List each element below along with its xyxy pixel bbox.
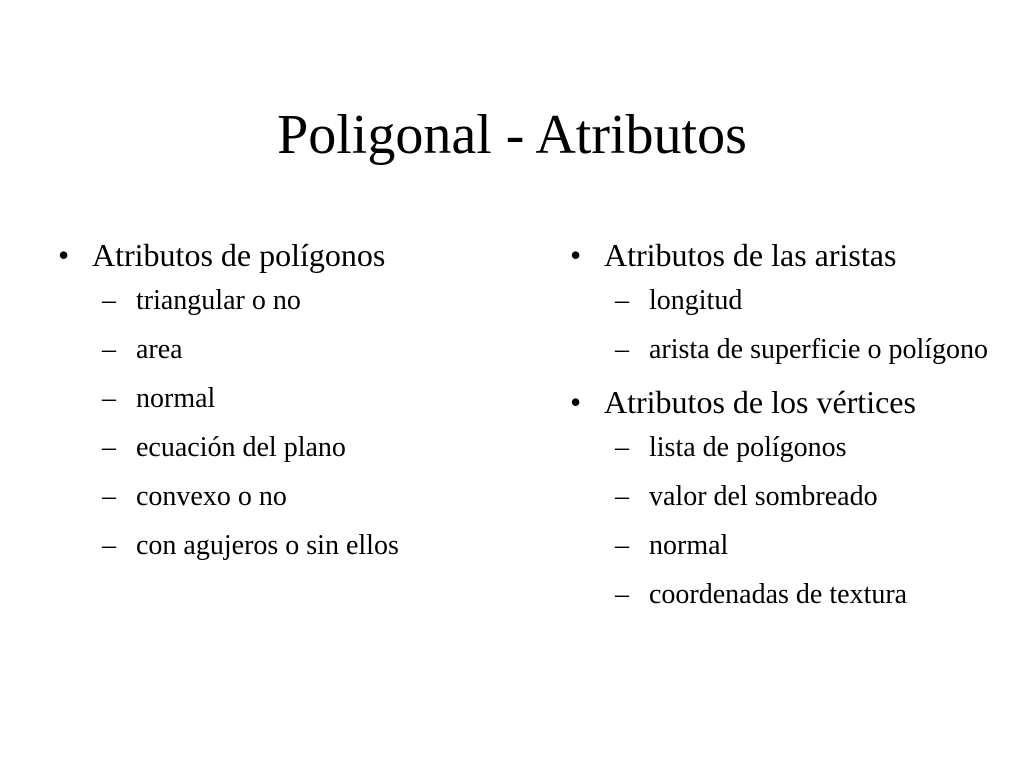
sub-list bbox=[568, 281, 988, 370]
dash-icon: – bbox=[102, 285, 116, 316]
sub-list bbox=[56, 281, 496, 566]
right-column bbox=[568, 232, 988, 624]
sub-item bbox=[568, 281, 988, 321]
sub-item-text: area bbox=[136, 334, 183, 365]
sub-item bbox=[568, 575, 988, 615]
sub-item-text: valor del sombreado bbox=[649, 481, 878, 512]
bullet-group bbox=[568, 379, 988, 615]
dash-icon: – bbox=[102, 383, 116, 414]
sub-item bbox=[568, 526, 988, 566]
dash-icon: – bbox=[102, 432, 116, 463]
sub-item bbox=[56, 379, 496, 419]
sub-item-text: arista de superficie o polígono bbox=[649, 334, 989, 365]
bullet-text: Atributos de polígonos bbox=[92, 237, 386, 273]
bullet-item bbox=[568, 232, 988, 278]
dash-icon: – bbox=[615, 579, 629, 610]
sub-item bbox=[56, 428, 496, 468]
bullet-group bbox=[56, 232, 496, 566]
sub-item bbox=[56, 330, 496, 370]
sub-item-text: con agujeros o sin ellos bbox=[136, 530, 399, 561]
dash-icon: – bbox=[615, 334, 629, 365]
sub-item-text: normal bbox=[649, 530, 729, 561]
dash-icon: – bbox=[615, 285, 629, 316]
sub-item bbox=[56, 526, 496, 566]
sub-list bbox=[568, 428, 988, 615]
sub-item-text: lista de polígonos bbox=[649, 432, 847, 463]
sub-item-text: coordenadas de textura bbox=[649, 579, 908, 610]
sub-item-text: convexo o no bbox=[136, 481, 287, 512]
dash-icon: – bbox=[102, 334, 116, 365]
sub-item-text: normal bbox=[136, 383, 216, 414]
bullet-group bbox=[568, 232, 988, 370]
dash-icon: – bbox=[615, 530, 629, 561]
bullet-icon: • bbox=[570, 384, 582, 420]
sub-item bbox=[56, 281, 496, 321]
dash-icon: – bbox=[102, 481, 116, 512]
sub-item-text: longitud bbox=[649, 285, 743, 316]
sub-item bbox=[568, 428, 988, 468]
bullet-icon: • bbox=[58, 237, 70, 273]
bullet-text: Atributos de los vértices bbox=[604, 384, 916, 420]
bullet-item bbox=[56, 232, 496, 278]
bullet-item bbox=[568, 379, 988, 425]
sub-item bbox=[56, 477, 496, 517]
sub-item bbox=[568, 330, 988, 370]
left-column bbox=[56, 232, 496, 575]
bullet-icon: • bbox=[570, 237, 582, 273]
dash-icon: – bbox=[102, 530, 116, 561]
slide-title: Poligonal - Atributos bbox=[277, 104, 747, 166]
dash-icon: – bbox=[615, 481, 629, 512]
bullet-text: Atributos de las aristas bbox=[604, 237, 897, 273]
sub-item bbox=[568, 477, 988, 517]
sub-item-text: triangular o no bbox=[136, 285, 301, 316]
sub-item-text: ecuación del plano bbox=[136, 432, 346, 463]
dash-icon: – bbox=[615, 432, 629, 463]
